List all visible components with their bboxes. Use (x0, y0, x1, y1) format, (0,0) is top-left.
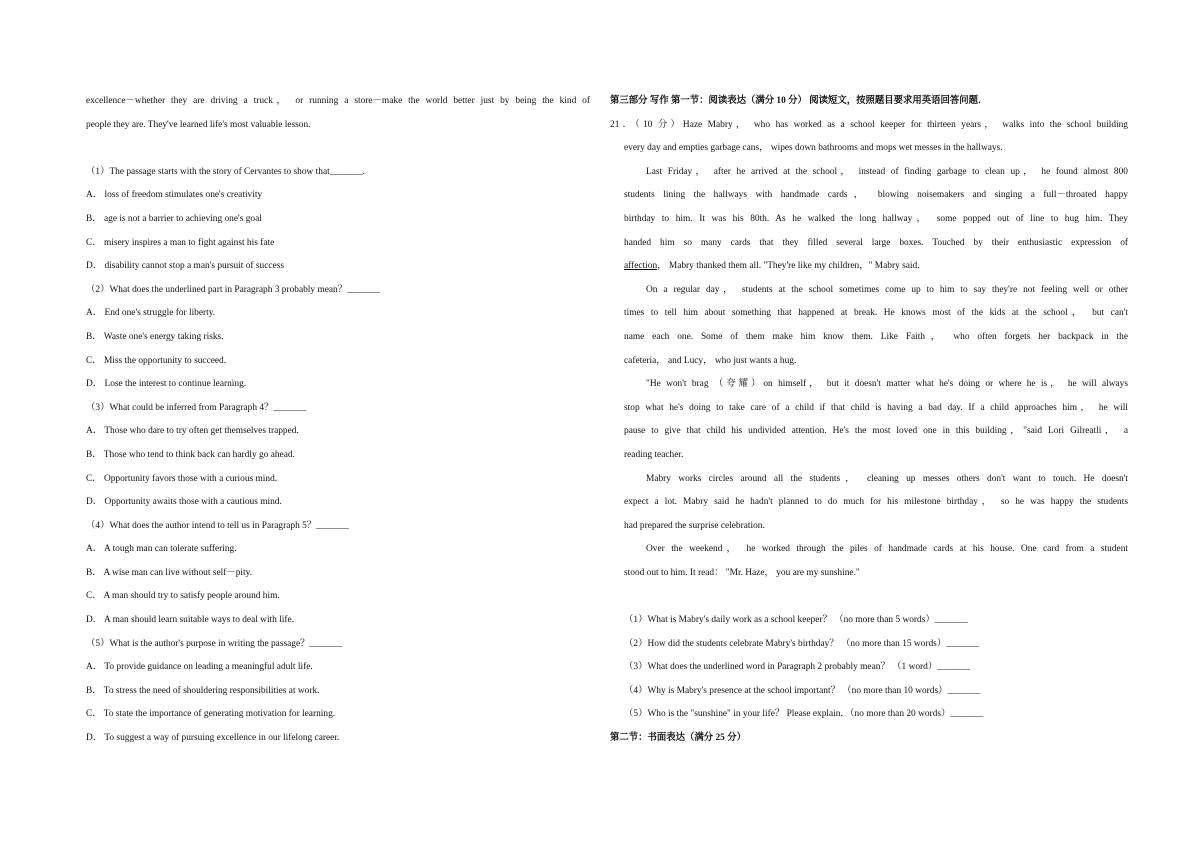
answer-option: B． Those who tend to think back can hardly go ahead. (86, 449, 295, 460)
passage-line: Mabry works circles around all the students， cleaning up messes others don't want to touch. He doesn't (646, 473, 1128, 484)
sub-question: （5）Who is the "sunshine" in your life？ Please explain. （no more than 20 words）_______ (624, 709, 984, 720)
passage-line (610, 255, 1128, 279)
answer-option: A． A tough man can tolerate suffering. (86, 544, 237, 555)
passage-text: ， Mabry thanked them all. "They're like my children，" Mabry said. (657, 261, 920, 272)
answer-option: B． age is not a barrier to achieving one's goal (86, 213, 262, 224)
answer-option: C． misery inspires a man to fight against his fate (86, 237, 275, 248)
answer-option: D． disability cannot stop a man's pursuit of success (86, 261, 285, 272)
answer-option: B． A wise man can live without self－pity. (86, 567, 253, 578)
spacer (610, 585, 1128, 609)
passage-line: name each one. Some of them make him know them. Like Faith， who often forgets her backpack in the (624, 331, 1128, 342)
answer-option: D． Opportunity awaits those with a cautious mind. (86, 497, 282, 508)
answer-option: D． To suggest a way of pursuing excellence in our lifelong career. (86, 733, 340, 744)
passage-line: handed him so many cards that they filled several large boxes. Touched by their enthusiastic expression of (624, 237, 1128, 248)
answer-option: D． Lose the interest to continue learning. (86, 379, 247, 390)
question-stem: （1）The passage starts with the story of Cervantes to show that_______. (86, 166, 365, 177)
passage-line: stood out to him. It read： "Mr. Haze， you are my sunshine." (624, 567, 860, 578)
answer-option: A． To provide guidance on leading a meaningful adult life. (86, 662, 313, 673)
passage-line: had prepared the surprise celebration. (624, 520, 765, 531)
spacer (86, 137, 590, 161)
section-heading: 第二节：书面表达（满分 25 分） (610, 733, 746, 744)
passage-line: people they are. They've learned life's most valuable lesson. (86, 119, 311, 130)
answer-option: C． A man should try to satisfy people around him. (86, 591, 280, 602)
question-stem: （3）What could be inferred from Paragraph 4？_______ (86, 402, 307, 413)
answer-option: D． A man should learn suitable ways to deal with life. (86, 615, 295, 626)
passage-line: birthday to him. It was his 80th. As he walked the long hallway， some popped out of line to hug him. They (624, 213, 1128, 224)
answer-option: A． loss of freedom stimulates one's creativity (86, 190, 263, 201)
sub-question: （2）How did the students celebrate Mabry's birthday？ （no more than 15 words）_______ (624, 638, 980, 649)
passage-line: students lining the hallways with handmade cards， blowing noisemakers and singing a full－throated happy (624, 190, 1128, 201)
sub-question: （4）Why is Mabry's presence at the school important？ （no more than 10 words）_______ (624, 685, 981, 696)
underlined-word: affection (624, 261, 658, 272)
passage-line: excellence－whether they are driving a truck， or running a store－make the world better just by being the kind of (86, 96, 590, 106)
passage-line: On a regular day， students at the school sometimes come up to him to say they're not feeling well or other (646, 284, 1128, 295)
passage-line: "He won't brag （夸耀）on himself， but it doesn't matter what he's doing or where he is， he will always (646, 379, 1128, 390)
sub-question: （1）What is Mabry's daily work as a school keeper？ （no more than 5 words）_______ (624, 615, 968, 626)
passage-line: stop what he's doing to take care of a child if that child is having a bad day. If a child approaches him， he will (624, 402, 1128, 413)
answer-option: B． To stress the need of shouldering responsibilities at work. (86, 685, 320, 696)
answer-option: C． To state the importance of generating motivation for learning. (86, 709, 336, 720)
answer-option: C． Opportunity favors those with a curious mind. (86, 473, 278, 484)
question-stem: （5）What is the author's purpose in writing the passage？_______ (86, 638, 343, 649)
question-stem: （2）What does the underlined part in Paragraph 3 probably mean？_______ (86, 284, 380, 295)
passage-line: pause to give that child his undivided attention. He's the most loved one in this building，"said Lori Gilreatli， a (624, 426, 1128, 437)
passage-line: times to tell him about something that happened at break. He knows most of the kids at the school， but can't (624, 308, 1128, 319)
answer-option: C． Miss the opportunity to succeed. (86, 355, 227, 366)
answer-option: A． End one's struggle for liberty. (86, 308, 216, 319)
left-column (86, 90, 590, 751)
answer-option: B． Waste one's energy taking risks. (86, 331, 224, 342)
passage-line: reading teacher. (624, 449, 684, 460)
answer-option: A． Those who dare to try often get themselves trapped. (86, 426, 299, 437)
passage-line: expect a lot. Mabry said he hadn't planned to do much for his milestone birthday， so he was happy the students (624, 497, 1128, 508)
passage-line: cafeteria， and Lucy， who just wants a hug. (624, 355, 797, 366)
passage-line: every day and empties garbage cans， wipes down bathrooms and mops wet messes in the hallways. (624, 143, 1003, 154)
passage-line: Last Friday， after he arrived at the school， instead of finding garbage to clean up， he found almost 800 (646, 166, 1128, 177)
passage-line: 21．（10 分）Haze Mabry， who has worked as a school keeper for thirteen years， walks into the school building (610, 119, 1128, 130)
sub-question: （3）What does the underlined word in Paragraph 2 probably mean？ （1 word）_______ (624, 662, 971, 673)
passage-line: Over the weekend， he worked through the piles of handmade cards at his house. One card from a student (646, 544, 1128, 555)
question-stem: （4）What does the author intend to tell us in Paragraph 5？_______ (86, 520, 349, 531)
right-column (610, 90, 1128, 751)
section-heading: 第三部分 写作 第一节：阅读表达（满分 10 分） 阅读短文，按照题目要求用英语回答问题． (610, 96, 988, 106)
